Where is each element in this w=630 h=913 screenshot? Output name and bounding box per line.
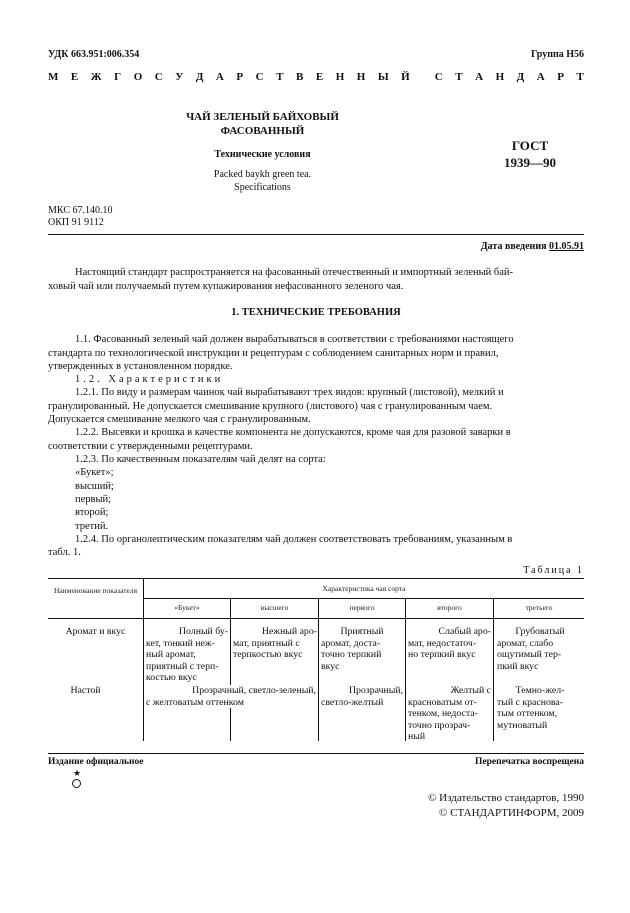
row-name-infusion: Настой <box>70 685 101 696</box>
english-title: Packed baykh green tea. Specifications <box>213 169 312 193</box>
grade-item: «Букет»; <box>75 467 114 478</box>
classification-codes: МКС 67.140.10 ОКП 91 9112 <box>48 205 113 228</box>
document-subtitle: Технические условия <box>214 149 311 160</box>
row-name-aroma: Аромат и вкус <box>65 626 126 637</box>
official-edition: Издание официальное <box>48 757 144 767</box>
para-1-2-2: 1.2.2. Высевки и крошка в качестве компонента не допускаются, кроме чая для разовой заварки в <box>75 427 511 438</box>
para-1-2-2-cont: соответствии с утвержденными рецептурами. <box>48 441 253 452</box>
table-cell: Приятный аромат, доста- точно терпкий вкус <box>321 626 384 672</box>
group-code: Группа Н56 <box>531 49 584 60</box>
table-cell: Темно-жел- тый с краснова- тым оттенком, мутноватый <box>497 685 565 731</box>
copyright-line: © Издательство стандартов, 1990 <box>428 792 584 804</box>
circle-icon <box>72 779 81 788</box>
table-cell-merged: Прозрачный, светло-зеленый, с желтоватым оттенком <box>146 685 316 708</box>
para-1-2-1-cont: гранулированный. Не допускается смешивание крупного (листового) чая с гранулированным чаем. <box>48 401 493 412</box>
header-grade: второго <box>437 603 462 612</box>
para-1-2-4: 1.2.4. По органолептическим показателям чай должен соответствовать требованиям, указанным в <box>75 534 513 545</box>
table-col-divider <box>230 598 231 741</box>
effective-date: Дата введения 01.05.91 <box>480 241 584 252</box>
para-1-1-cont: стандарта по технологической инструкции и рецептурам с соблюдением санитарных норм и правил, <box>48 348 499 359</box>
copyright-line: © СТАНДАРТИНФОРМ, 2009 <box>439 807 584 819</box>
grade-item: высший; <box>75 481 114 492</box>
table-cell: Нежный аро- мат, приятный с терпкостью вкус <box>233 626 317 661</box>
header-grade: третьего <box>525 603 553 612</box>
table-header-bottom <box>48 618 584 619</box>
intro-line-2: ховый чай или получаемый путем купажирования нефасованного зеленого чая. <box>48 281 404 292</box>
header-grade: первого <box>349 603 375 612</box>
document-title: ЧАЙ ЗЕЛЕНЫЙ БАЙХОВЫЙ ФАСОВАННЫЙ <box>186 111 339 137</box>
para-1-1: 1.1. Фасованный зеленый чай должен вырабатываться в соответствии с требованиями настоящего <box>75 334 514 345</box>
header-grade: «Букет» <box>174 603 200 612</box>
characteristics-table <box>48 578 584 746</box>
intro-line-1: Настоящий стандарт распространяется на фасованный отечественный и импортный зеленый бай- <box>75 267 514 278</box>
reprint-prohibited: Перепечатка воспрещена <box>474 757 584 767</box>
section-title: 1. ТЕХНИЧЕСКИЕ ТРЕБОВАНИЯ <box>231 307 401 318</box>
para-1-2-1-cont: Допускается смешивание мелкого чая с гранулированным. <box>48 414 311 425</box>
table-header-divider <box>143 598 584 599</box>
header-indicator-name: Наименование показателя <box>53 586 138 595</box>
grade-item: первый; <box>75 494 112 505</box>
grade-item: второй; <box>75 507 109 518</box>
divider <box>48 234 584 235</box>
table-border-top <box>48 578 584 579</box>
table-cell: Прозрачный, светло-желтый <box>321 685 403 708</box>
header-grade: высшего <box>260 603 289 612</box>
table-caption: Таблица 1 <box>523 565 584 576</box>
table-cell: Желтый с красноватым от- тенком, недоста- точно прозрач- ный <box>408 685 491 743</box>
table-col-divider <box>493 598 494 741</box>
para-1-2-heading: 1.2. Характеристики <box>75 374 224 385</box>
para-1-2-4-cont: табл. 1. <box>48 547 81 558</box>
table-col-divider <box>405 598 406 741</box>
grade-item: третий. <box>75 521 109 532</box>
header-grade-group: Характеристика чая сорта <box>322 584 406 593</box>
para-1-2-1: 1.2.1. По виду и размерам чаинок чай вырабатывают трех видов: крупный (листовой), мелкий и <box>75 387 504 398</box>
table-cell: Слабый аро- мат, недостаточ- но терпкий вкус <box>408 626 491 661</box>
divider <box>48 753 584 754</box>
para-1-2-3: 1.2.3. По качественным показателям чай делят на сорта: <box>75 454 326 465</box>
gost-number: ГОСТ 1939—90 <box>504 138 556 170</box>
table-col-divider <box>318 598 319 741</box>
star-icon: ★ <box>73 768 82 778</box>
udk-code: УДК 663.951:006.354 <box>48 49 140 60</box>
standard-banner: М Е Ж Г О С У Д А Р С Т В Е Н Н Ы Й С Т А Н Д А Р Т <box>48 71 584 83</box>
table-cell: Грубоватый аромат, слабо ощутимый тер- пкий вкус <box>497 626 565 672</box>
para-1-1-cont: утвержденных в установленном порядке. <box>48 361 233 372</box>
table-cell: Полный бу- кет, тонкий неж- ный аромат, приятный с терп- костью вкус <box>146 626 228 684</box>
